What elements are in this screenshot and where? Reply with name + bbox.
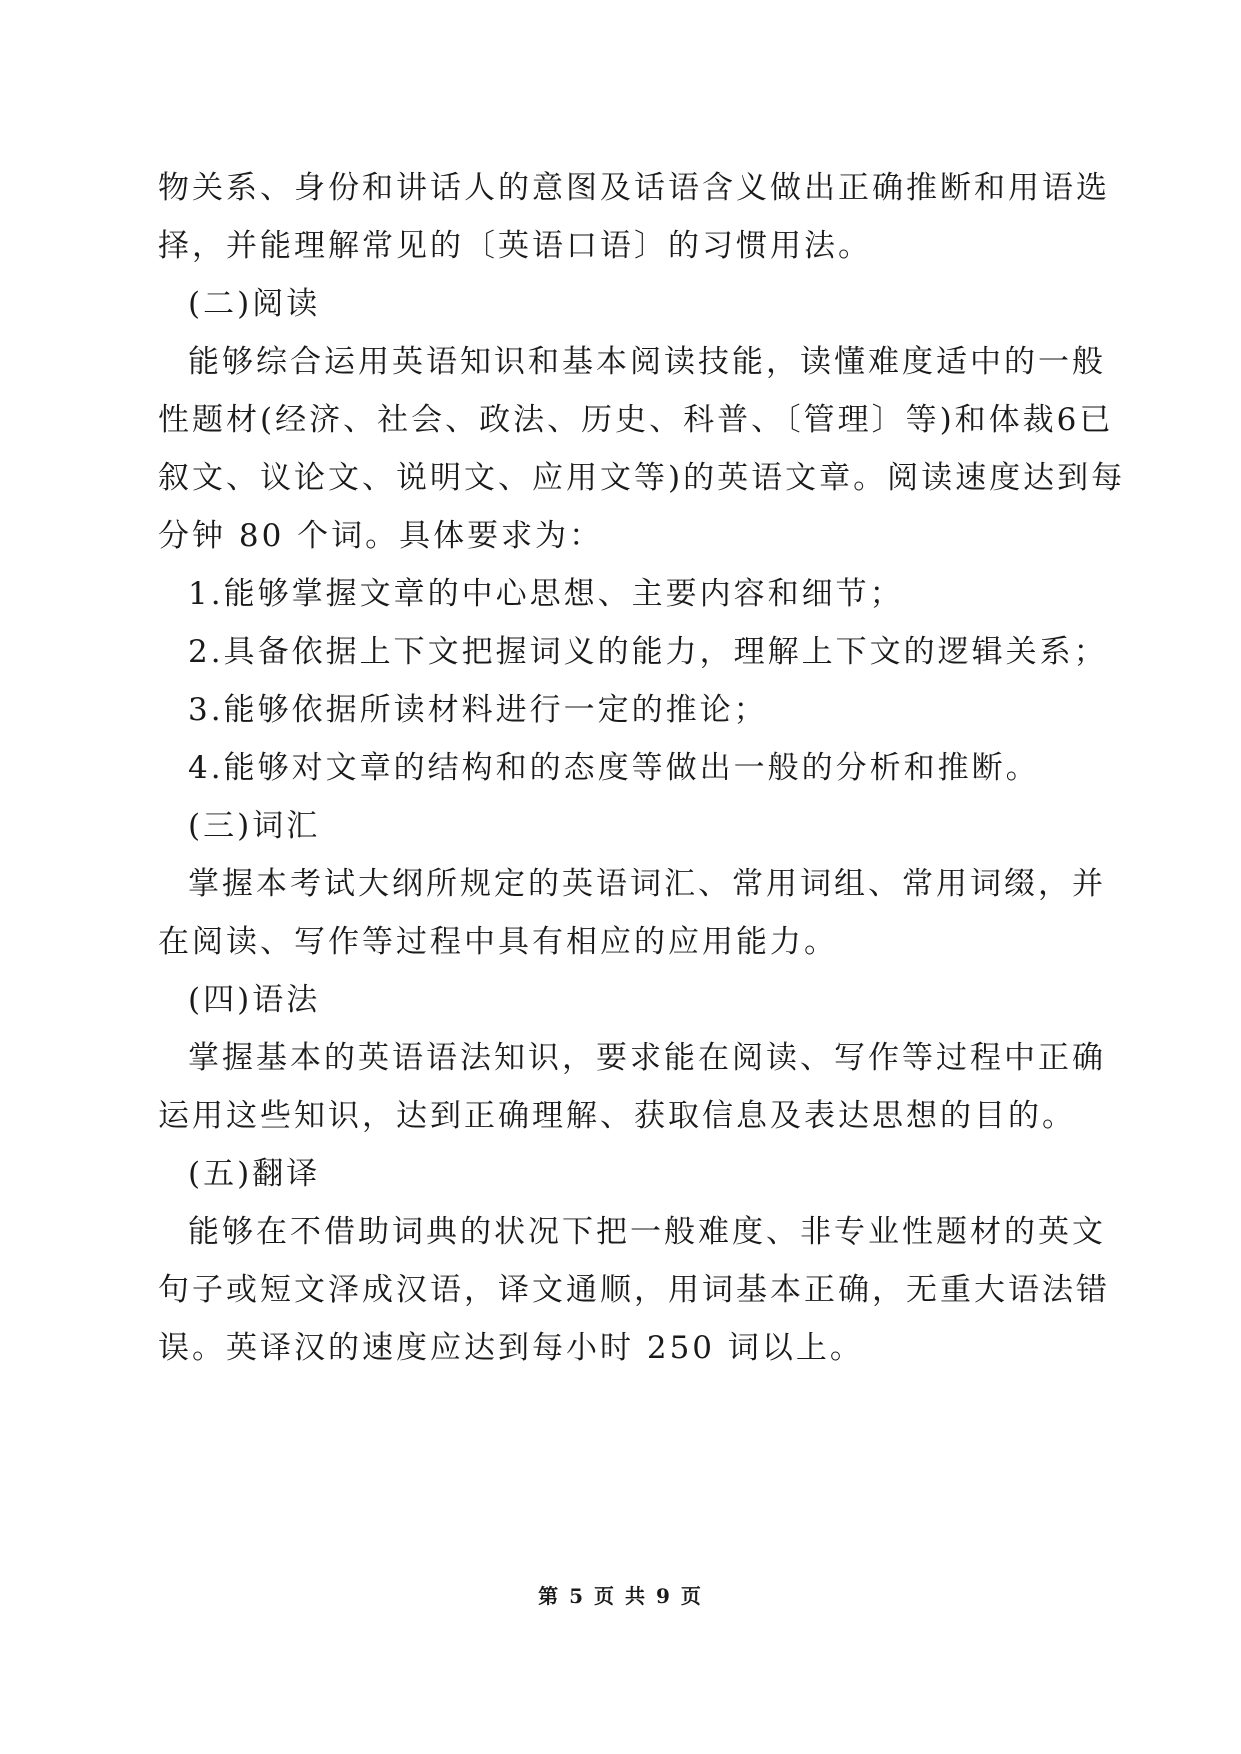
paragraph-line: 分钟 80 个词。具体要求为：	[158, 518, 604, 554]
paragraph-line: 能够综合运用英语知识和基本阅读技能，读懂难度适中的一般	[188, 344, 1106, 380]
section-heading-grammar: (四)语法	[188, 982, 321, 1018]
paragraph-line: 叙文、议论文、说明文、应用文等)的英语文章。阅读速度达到每	[158, 460, 1126, 496]
paragraph-line: 择，并能理解常见的〔英语口语〕的习惯用法。	[158, 228, 872, 264]
section-heading-reading: (二)阅读	[188, 286, 321, 322]
section-heading-vocabulary: (三)词汇	[188, 808, 321, 844]
list-item: 1.能够掌握文章的中心思想、主要内容和细节；	[188, 576, 904, 612]
page-number-footer: 第 5 页 共 9 页	[538, 1584, 703, 1608]
paragraph-line: 物关系、身份和讲话人的意图及话语含义做出正确推断和用语选	[158, 170, 1110, 206]
list-item: 2.具备依据上下文把握词义的能力，理解上下文的逻辑关系；	[188, 634, 1108, 670]
paragraph-line: 运用这些知识，达到正确理解、获取信息及表达思想的目的。	[158, 1098, 1076, 1134]
list-item: 3.能够依据所读材料进行一定的推论；	[188, 692, 768, 728]
paragraph-line: 在阅读、写作等过程中具有相应的应用能力。	[158, 924, 838, 960]
paragraph-line: 句子或短文泽成汉语，译文通顺，用词基本正确，无重大语法错	[158, 1272, 1110, 1308]
paragraph-line: 误。英译汉的速度应达到每小时 250 词以上。	[158, 1330, 864, 1366]
paragraph-line: 性题材(经济、社会、政法、历史、科普、〔管理〕等)和体裁6已	[158, 402, 1114, 438]
paragraph-line: 掌握基本的英语语法知识，要求能在阅读、写作等过程中正确	[188, 1040, 1106, 1076]
paragraph-line: 能够在不借助词典的状况下把一般难度、非专业性题材的英文	[188, 1214, 1106, 1250]
list-item: 4.能够对文章的结构和的态度等做出一般的分析和推断。	[188, 750, 1040, 786]
paragraph-line: 掌握本考试大纲所规定的英语词汇、常用词组、常用词缀，并	[188, 866, 1106, 902]
section-heading-translation: (五)翻译	[188, 1156, 321, 1192]
